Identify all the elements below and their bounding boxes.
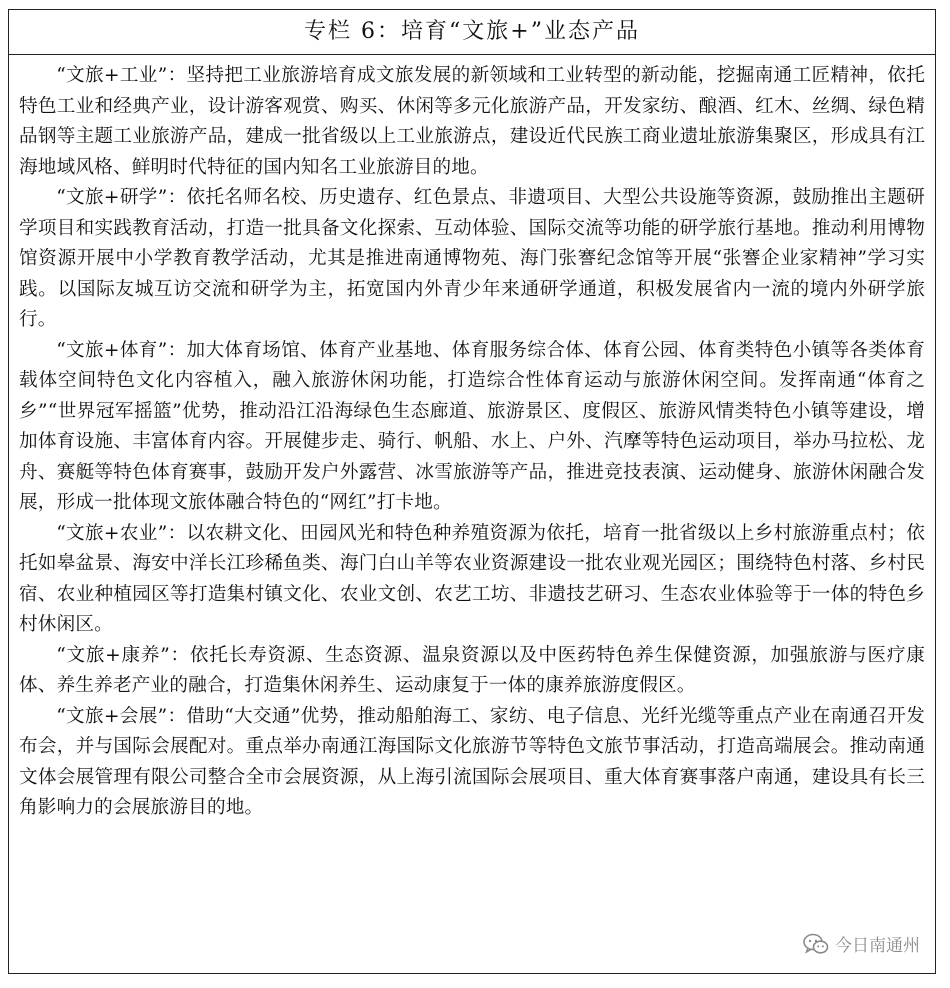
watermark-text: 今日南通州 xyxy=(835,936,920,956)
paragraph-wellness: “文旅+康养”：依托长寿资源、生态资源、温泉资源以及中医药特色养生保健资源，加强旅游与医疗康体、养生养老产业的融合，打造集休闲养生、运动康复于一体的康养旅游度假区。 xyxy=(19,644,925,696)
paragraph-exhibition: “文旅+会展”：借助“大交通”优势，推动船舶海工、家纺、电子信息、光纤光缆等重点产业在南通召开发布会，并与国际会展配对。重点举办南通江海国际文化旅游节等特色文旅节事活动，打造高端展会。推动南通文体会展管理有限公司整合全市会展资源，从上海引流国际会展项目、重大体育赛事落户南通，建设具有长三角影响力的会展旅游目的地。 xyxy=(19,705,925,818)
box-title: 专栏 6：培育“文旅+”业态产品 xyxy=(9,10,935,55)
wechat-icon xyxy=(803,933,829,955)
paragraph-agriculture: “文旅+农业”：以农耕文化、田园风光和特色种养殖资源为依托，培育一批省级以上乡村旅游重点村；依托如皋盆景、海安中洋长江珍稀鱼类、海门白山羊等农业资源建设一批农业观光园区；围绕特色村落、乡村民宿、农业种植园区等打造集村镇文化、农业文创、农艺工坊、非遗技艺研习、生态农业体验等于一体的特色乡村休闲区。 xyxy=(19,522,925,635)
box-content xyxy=(9,55,935,824)
paragraph-industry: “文旅+工业”：坚持把工业旅游培育成文旅发展的新领域和工业转型的新动能，挖掘南通工匠精神，依托特色工业和经典产业，设计游客观赏、购买、休闲等多元化旅游产品，开发家纺、酿酒、红木、丝绸、绿色精品钢等主题工业旅游产品，建成一批省级以上工业旅游点，建设近代民族工商业遗址旅游集聚区，形成具有江海地域风格、鲜明时代特征的国内知名工业旅游目的地。 xyxy=(19,65,925,178)
feature-box xyxy=(8,9,936,974)
wechat-watermark xyxy=(799,929,924,958)
paragraph-study: “文旅+研学”：依托名师名校、历史遗存、红色景点、非遗项目、大型公共设施等资源，鼓励推出主题研学项目和实践教育活动，打造一批具备文化探索、互动体验、国际交流等功能的研学旅行基地。推动利用博物馆资源开展中小学教育教学活动，尤其是推进南通博物苑、海门张謇纪念馆等开展“张謇企业家精神”学习实践。以国际友城互访交流和研学为主，拓宽国内外青少年来通研学通道，积极发展省内一流的境内外研学旅行。 xyxy=(19,187,925,330)
paragraph-sports: “文旅+体育”：加大体育场馆、体育产业基地、体育服务综合体、体育公园、体育类特色小镇等各类体育载体空间特色文化内容植入，融入旅游休闲功能，打造综合性体育运动与旅游休闲空间。发挥南通“体育之乡”“世界冠军摇篮”优势，推动沿江沿海绿色生态廊道、旅游景区、度假区、旅游风情类特色小镇等建设，增加体育设施、丰富体育内容。开展健步走、骑行、帆船、水上、户外、汽摩等特色运动项目，举办马拉松、龙舟、赛艇等特色体育赛事，鼓励开发户外露营、冰雪旅游等产品，推进竞技表演、运动健身、旅游休闲融合发展，形成一批体现文旅体融合特色的“网红”打卡地。 xyxy=(19,339,925,513)
